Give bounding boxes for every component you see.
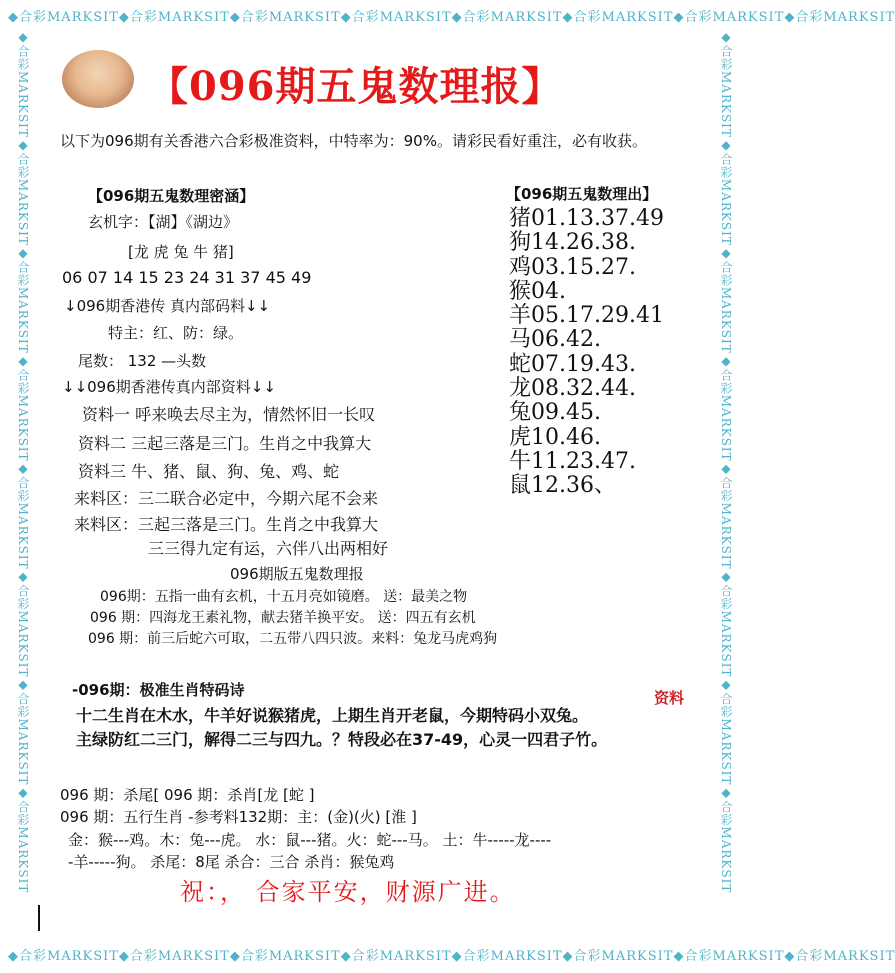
border-top-pattern: ◆合彩MARKSIT◆合彩MARKSIT◆合彩MARKSIT◆合彩MARKSIT◆合彩MARKSIT◆合彩MARKSIT◆合彩MARKSIT◆合彩MARKSIT xyxy=(8,10,895,25)
list-item: 狗14.26.38. xyxy=(509,230,636,256)
bottom-line-2: 096 期：五行生肖 -参考料132期：主：(金)(火) [淮 ] xyxy=(60,808,417,826)
left-line-9: 来料区：三起三落是三门。生肖之中我算大 xyxy=(74,515,379,534)
list-item: 兔09.45. xyxy=(509,400,601,426)
middle-line-2: 096 期：四海龙王素礼物，献去猪羊换平安。 送：四五有玄机 xyxy=(90,610,476,626)
left-line-2: 特主：红、防：绿。 xyxy=(108,324,244,342)
bottom-line-3: 金：猴---鸡。木：兔---虎。 水：鼠---猪。火：蛇---马。 土：牛-----龙---- xyxy=(68,831,552,849)
left-line-5: 资料一 呼来唤去尽主为，情然怀旧一长叹 xyxy=(82,405,376,424)
page-title: 【096期五鬼数理报】 xyxy=(148,63,563,110)
left-line-8: 来料区：三二联合必定中，今期六尾不会来 xyxy=(74,489,379,508)
border-bottom-pattern: ◆合彩MARKSIT◆合彩MARKSIT◆合彩MARKSIT◆合彩MARKSIT◆合彩MARKSIT◆合彩MARKSIT◆合彩MARKSIT◆合彩MARKSIT xyxy=(8,949,895,964)
blessing-text: 祝：， 合家平安，财源广进。 xyxy=(180,878,516,906)
list-item: 猴04. xyxy=(509,278,566,304)
left-line-7: 资料三 牛、猪、鼠、狗、兔、鸡、蛇 xyxy=(78,462,340,481)
list-item: 鼠12.36、 xyxy=(509,473,616,499)
poem-line-1: 十二生肖在木水，牛羊好说猴猪虎，上期生肖开老鼠，今期特码小双兔。 xyxy=(76,706,589,725)
list-item: 猪01.13.37.49 xyxy=(509,206,664,231)
middle-line-1: 096期：五指一曲有玄机，十五月亮如镜磨。 送：最美之物 xyxy=(100,589,468,605)
list-item: 羊05.17.29.41 xyxy=(509,303,664,329)
animals-line: [龙 虎 兔 牛 猪] xyxy=(128,243,234,261)
list-item: 蛇07.19.43. xyxy=(509,351,636,377)
riddle-line: 玄机字：【湖】《湖边》 xyxy=(88,213,239,231)
numbers-line: 06 07 14 15 23 24 31 37 45 49 xyxy=(62,268,312,287)
left-line-3: 尾数： 132 —头数 xyxy=(78,352,207,370)
list-item: 鸡03.15.27. xyxy=(509,254,636,280)
left-section-heading: 【096期五鬼数理密涵】 xyxy=(88,187,255,205)
bottom-line-1: 096 期：杀尾[ 096 期：杀肖[龙 [蛇 ] xyxy=(60,786,315,804)
list-item: 牛11.23.47. xyxy=(509,448,636,474)
left-line-4: ↓↓096期香港传真内部资料↓↓ xyxy=(62,378,276,396)
list-item: 马06.42. xyxy=(509,327,601,353)
border-right-pattern: ◆合彩MARKSIT◆合彩MARKSIT◆合彩MARKSIT◆合彩MARKSIT◆合彩MARKSIT◆合彩MARKSIT◆合彩MARKSIT◆合彩MARKSIT xyxy=(719,30,733,894)
left-line-11: 096期版五鬼数理报 xyxy=(230,565,364,583)
seal-stamp: 资料 xyxy=(653,689,684,707)
intro-text: 以下为096期有关香港六合彩极准资料，中特率为：90%。请彩民看好重注，必有收获。 xyxy=(60,132,647,150)
left-line-10: 三三得九定有运，六伴八出两相好 xyxy=(148,539,389,558)
zodiac-number-list xyxy=(509,207,664,499)
right-section-heading: 【096期五鬼数理出】 xyxy=(506,185,658,203)
avatar-photo xyxy=(62,50,134,108)
border-left-pattern: ◆合彩MARKSIT◆合彩MARKSIT◆合彩MARKSIT◆合彩MARKSIT◆合彩MARKSIT◆合彩MARKSIT◆合彩MARKSIT◆合彩MARKSIT xyxy=(16,30,30,894)
middle-line-3: 096 期：前三后蛇六可取，二五带八四只波。来料：兔龙马虎鸡狗 xyxy=(88,631,498,647)
list-item: 虎10.46. xyxy=(509,424,601,450)
bottom-line-4: -羊-----狗。 杀尾：8尾 杀合：三合 杀肖：猴兔鸡 xyxy=(68,853,395,871)
left-line-6: 资料二 三起三落是三门。生肖之中我算大 xyxy=(78,434,372,453)
left-line-1: ↓096期香港传 真内部码料↓↓ xyxy=(64,297,271,315)
margin-mark xyxy=(38,905,40,931)
list-item: 龙08.32.44. xyxy=(509,376,636,402)
poem-line-2: 主绿防红二三门，解得二三与四九。？特段必在37-49，心灵一四君子竹。 xyxy=(76,730,608,749)
poem-heading: -096期：极准生肖特码诗 xyxy=(72,681,245,699)
